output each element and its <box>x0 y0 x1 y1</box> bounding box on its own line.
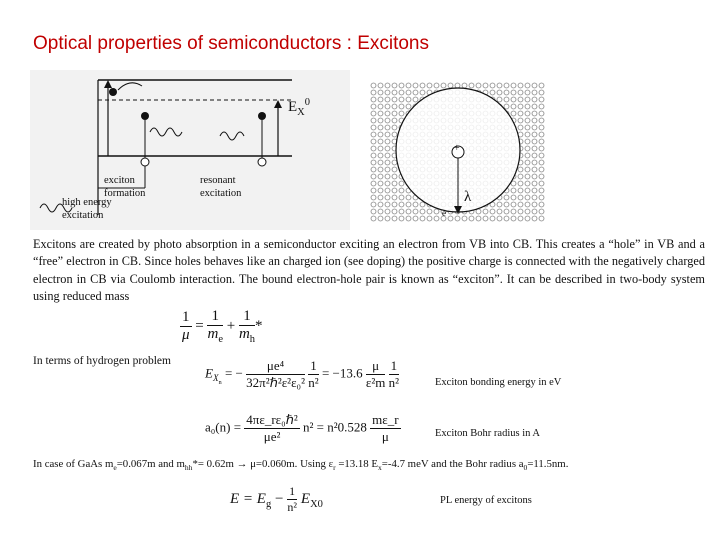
pl-energy-label: PL energy of excitons <box>440 495 532 506</box>
hole-dot <box>258 158 266 166</box>
pl-energy-equation: $E = E_g$ − $\frac{1}{\text{n²}}$ $E_{X0}$ <box>230 484 323 514</box>
electron-dot <box>258 112 266 120</box>
resonant-excitation-label: resonant excitation <box>200 175 242 199</box>
hole-sign: + <box>454 143 460 154</box>
bohr-radius-label: Exciton Bohr radius in A <box>435 428 540 439</box>
lambda-label: λ <box>464 189 472 205</box>
electron-label: e⁻ <box>442 208 451 218</box>
slide-title: Optical properties of semiconductors : Excitons <box>33 33 430 54</box>
exciton-formation-label: exciton formation <box>104 175 146 199</box>
ex0-label: $E_X^0$ <box>288 97 311 118</box>
exciton-description: Excitons are created by photo absorption in a semiconductor exciting an electron from VB into CB. This creates a “hole” in VB and a “free” electron in CB. Since holes behaves like an charged ion (see doping) the positive charge is connected with the negatively charged electron in CB via Coulomb interaction. The bound electron-hole pair is known as “exciton”. It can be described in two-body system using reduced mass <box>33 237 705 303</box>
binding-energy-equation: $E_{X_n}$ = − $\frac{\text{μe⁴}}{\text{32π²ℏ²ε²ε₀²}}$ $\frac{1}{\text{n²}}$ = −13.6 $\frac{\mu}{\text{ε²m}}$ $\frac{1}{\text{n²}}$ <box>205 358 400 390</box>
bohr-radius-equation: a₀(n) = $\frac{\text{4πε\_rε₀ℏ²}}{\text{μe²}}$ n² = n²0.528 $\frac{m\varepsilon\_r}{\mu}$ <box>205 412 399 444</box>
reduced-mass-equation: $\frac{1}{\mu}$ = $\frac{1}{m_e}$ + $\frac{1}{m_h}$ * <box>181 308 263 345</box>
electron-dot <box>109 88 117 96</box>
gaas-example-line: In case of GaAs $m_e=0.067m$ and $m_{hh}*= 0.62m \to \mu=0.060m$. Using $\varepsilon_r =13.18$ $E_x=-4.7$ meV and the Bohr radius $a_0=11.5nm$. <box>33 458 569 473</box>
hole-dot <box>141 158 149 166</box>
binding-energy-label: Exciton bonding energy in eV <box>435 377 562 388</box>
electron-dot <box>141 112 149 120</box>
hydrogen-problem-label: In terms of hydrogen problem <box>33 355 171 367</box>
high-energy-excitation-label: high energy excitation <box>62 197 112 221</box>
